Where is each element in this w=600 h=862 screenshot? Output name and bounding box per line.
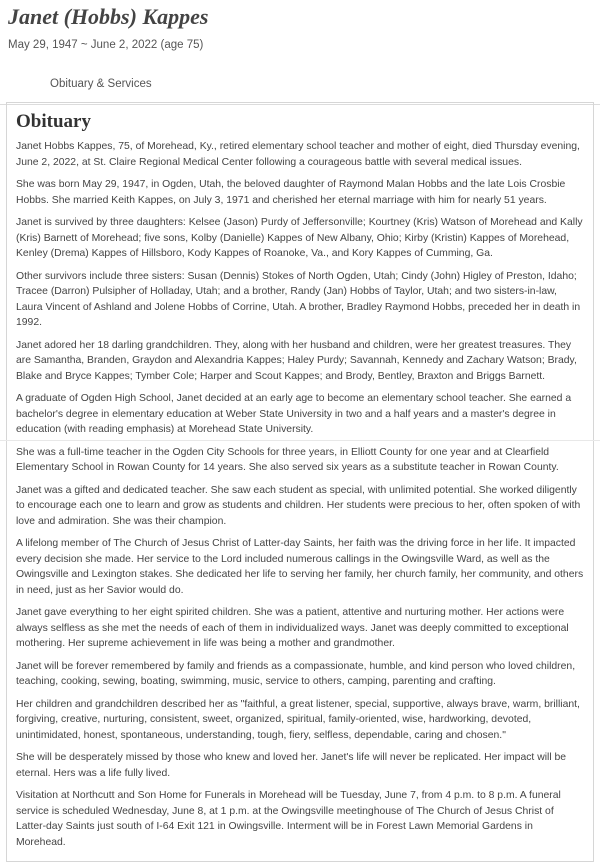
obituary-paragraph: A lifelong member of The Church of Jesus Christ of Latter-day Saints, her faith was the driving force in her life. It impacted every decision she made. Her service to the Lord included numerous callings in the Owingsville Ward, as well as the Owingsville and Lexington stakes. She dedicated her life to serving her family, her church family, her community, and others in need, just as her Savior would do.	[16, 538, 584, 596]
obituary-paragraph: Her children and grandchildren described her as "faithful, a great listener, special, supportive, always brave, warm, brilliant, forgiving, creative, nurturing, consistent, sweet, organized, spiritual, family-oriented, wise, hardworking, devoted, unintimidated, honest, spontaneous, understanding, tough, fiery, selfless, dependable, caring and chosen."	[16, 698, 580, 741]
tab-bar	[0, 74, 600, 105]
life-dates: May 29, 1947 ~ June 2, 2022 (age 75)	[8, 39, 204, 51]
tab-obituary-services[interactable]: Obituary & Services	[50, 78, 152, 90]
obituary-paragraph: Janet is survived by three daughters: Kelsee (Jason) Purdy of Jeffersonville; Kourtney (Kris) Watson of Morehead and Kally (Kris) Barnett of Morehead; five sons, Kolby (Danielle) Kappes of New Albany, Ohio; Kirby (Kristin) Kappes of Morehead, Kenley (Drema) Kappes of Hillsboro, Kody Kappes of Roanoke, Va., and Kory Kappes of Cumming, Ga.	[16, 217, 583, 259]
obituary-heading: Obituary	[16, 111, 91, 132]
obituary-paragraph: Janet was a gifted and dedicated teacher. She saw each student as special, with unlimited potential. She worked diligently to encourage each one to learn and grow as students and children. Her students were precious to her, often spoken of with love and admiration. She was their champion.	[16, 484, 581, 527]
obituary-paragraph: Janet Hobbs Kappes, 75, of Morehead, Ky., retired elementary school teacher and mother of eight, died Thursday evening, June 2, 2022, at St. Claire Regional Medical Center following a courageous battle with several medical issues.	[16, 141, 580, 168]
screenshot-seam-divider	[0, 440, 600, 441]
obituary-paragraph: Janet gave everything to her eight spirited children. She was a patient, attentive and nurturing mother. Her actions were always selfless as she met the needs of each of them in individualized ways. Janet was deeply committed to exceptional mothering. Her supreme achievement in life was being a mother and grandmother.	[16, 607, 569, 649]
page-header	[0, 0, 600, 52]
obituary-paragraph: A graduate of Ogden High School, Janet decided at an early age to become an elementary school teacher. She earned a bachelor's degree in elementary education at Weber State University in two and a half years and a master's degree in education (with reading emphasis) at Morehead State University.	[16, 393, 572, 435]
obituary-paragraph: Janet will be forever remembered by family and friends as a compassionate, humble, and kind person who loved children, teaching, cooking, sewing, boating, swimming, music, service to others, camping, parenting and crafting.	[16, 660, 576, 687]
obituary-paragraph: Other survivors include three sisters: Susan (Dennis) Stokes of North Ogden, Utah; Cindy (John) Higley of Preston, Idaho; Tracee (Darron) Pulsipher of Holladay, Utah; and a brother, Randy (Jan) Hobbs of Taylor, Utah; and two sisters-in-law, Laura Vincent of Ashland and Jolene Hobbs of Corrine, Utah. A brother, Bradley Raymond Hobbs, preceded her in death in 1992.	[16, 270, 581, 328]
obituary-paragraph: She was a full-time teacher in the Ogden City Schools for three years, in Elliott County for one year and at Clearfield Elementary School in Rowan County for 14 years. She also served six years as a substitute teacher in Rowan County.	[16, 446, 559, 473]
deceased-name: Janet (Hobbs) Kappes	[8, 4, 209, 29]
obituary-section	[6, 102, 594, 862]
obituary-paragraph: She was born May 29, 1947, in Ogden, Utah, the beloved daughter of Raymond Malan Hobbs and the late Lois Crosbie Hobbs. She married Keith Kappes, on July 3, 1971 and cherished her eternal marriage with him for nearly 51 years.	[16, 179, 566, 206]
obituary-paragraph: She will be desperately missed by those who knew and loved her. Janet's life will never be replicated. Her impact will be eternal. Hers was a life fully lived.	[16, 752, 567, 779]
obituary-paragraph: Janet adored her 18 darling grandchildren. They, along with her husband and children, were her greatest treasures. They are Samantha, Branden, Graydon and Alexandria Kappes; Haley Purdy; Savannah, Kennedy and Zachary Watson; Brady, Blake and Bryce Kappes; Tymber Cole; Harper and Scout Kappes; and Brody, Bentley, Braxton and Briggs Barnett.	[16, 339, 577, 382]
obituary-paragraph: Visitation at Northcutt and Son Home for Funerals in Morehead will be Tuesday, June 7, from 4 p.m. to 8 p.m. A funeral service is scheduled Wednesday, June 8, at 1 p.m. at the Owingsville meetinghouse of The Church of Jesus Christ of Latter-day Saints just south of I-64 Exit 121 in Owingsville. Interment will be in Forest Lawn Memorial Gardens in Morehead.	[16, 790, 561, 848]
